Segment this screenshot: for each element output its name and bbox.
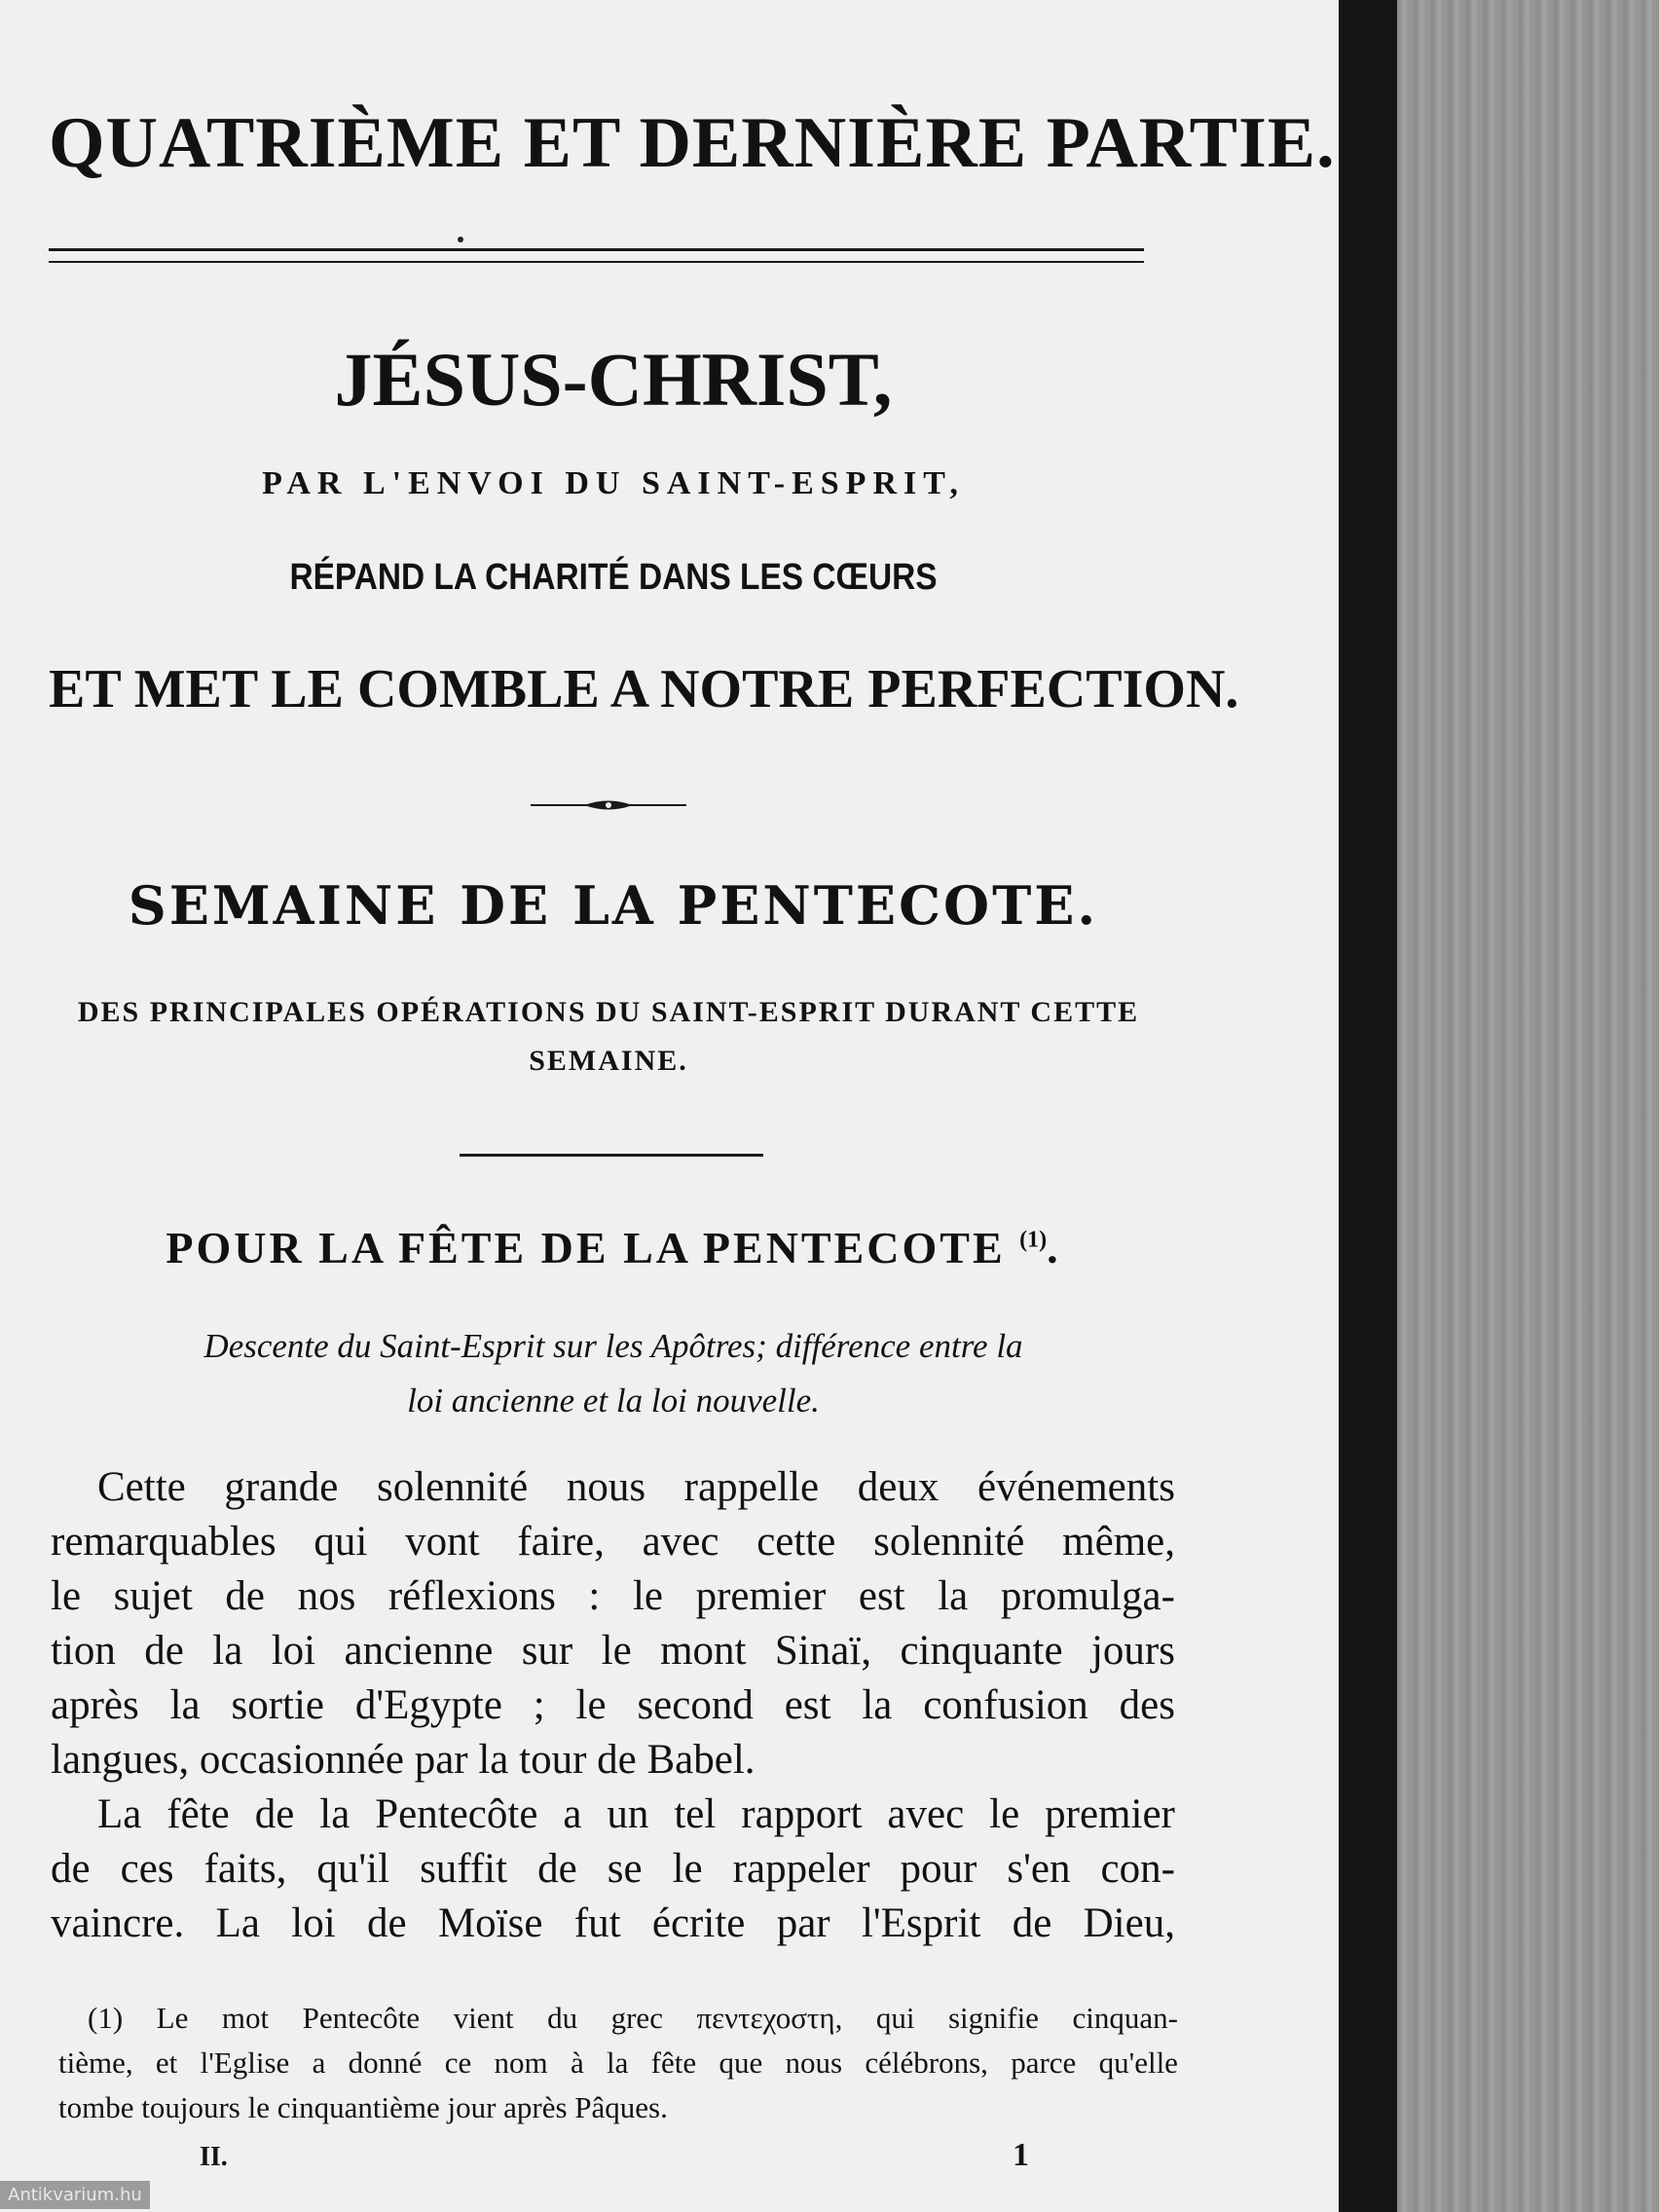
word: vaincre. [51, 1900, 185, 1946]
word: suffit [420, 1846, 508, 1892]
body-line [51, 1788, 1175, 1842]
word: rapport [741, 1791, 863, 1837]
word: ancienne [344, 1628, 494, 1674]
word: promulga- [1000, 1573, 1175, 1619]
word: vient [453, 2001, 514, 2035]
word: vont [405, 1519, 480, 1565]
word: premier [695, 1573, 827, 1619]
word: la [319, 1791, 350, 1837]
word: s'en [1007, 1846, 1071, 1892]
word: premier [1045, 1791, 1175, 1837]
word: est [784, 1682, 831, 1728]
word: un [607, 1791, 649, 1837]
word: : [588, 1573, 601, 1619]
word: qui [313, 1519, 368, 1565]
subtitle-line-3: ET MET LE COMBLE A NOTRE PERFECTION. [49, 659, 1239, 719]
word: sortie [231, 1682, 325, 1728]
word: le [601, 1628, 632, 1674]
word: mot [221, 2001, 270, 2035]
word: second [637, 1682, 754, 1728]
word: parce [1011, 2046, 1077, 2080]
word: la [169, 1682, 201, 1728]
body-line [51, 1897, 1175, 1951]
word: fête [650, 2046, 697, 2080]
footnote [58, 1996, 1178, 2130]
footnote-reference: (1) [1019, 1227, 1048, 1253]
signature-mark: II. [200, 2142, 228, 2172]
word: le [51, 1573, 82, 1619]
word: écrite [651, 1900, 746, 1946]
word: faire, [517, 1519, 605, 1565]
body-line [51, 1515, 1175, 1569]
word: nous [566, 1464, 646, 1510]
word: à [570, 2046, 584, 2080]
word: de [51, 1846, 91, 1892]
word: remarquables [51, 1519, 276, 1565]
section-title: SEMAINE DE LA PENTECOTE. [128, 874, 1099, 937]
word: a [563, 1791, 582, 1837]
word: le [632, 1573, 663, 1619]
word: avec [642, 1519, 719, 1565]
feast-title [49, 1222, 1178, 1273]
word: grec [610, 2001, 663, 2035]
word: mont [660, 1628, 747, 1674]
word: l'Esprit [861, 1900, 981, 1946]
word: même, [1062, 1519, 1175, 1565]
word: Sinaï, [774, 1628, 872, 1674]
word: qu'elle [1098, 2046, 1178, 2080]
background-surface [1392, 0, 1659, 2212]
word: la [938, 1573, 969, 1619]
word: événements [977, 1464, 1175, 1510]
operations-heading-line-2: SEMAINE. [529, 1045, 688, 1077]
word: l'Eglise [200, 2046, 290, 2080]
word: le [575, 1682, 607, 1728]
word: La [215, 1900, 260, 1946]
word: avec [887, 1791, 965, 1837]
word: des [1119, 1682, 1175, 1728]
double-rule [49, 248, 1144, 263]
word: qu'il [316, 1846, 390, 1892]
word: tion [51, 1628, 116, 1674]
word: grande [224, 1464, 339, 1510]
word: cinquan- [1072, 2001, 1178, 2035]
word: de [367, 1900, 407, 1946]
ornament-dot [458, 237, 463, 242]
word: solennité [873, 1519, 1025, 1565]
word: de [144, 1628, 184, 1674]
word: réflexions [387, 1573, 556, 1619]
word: confusion [923, 1682, 1088, 1728]
word: cette [756, 1519, 836, 1565]
word: le [672, 1846, 703, 1892]
word: a [312, 2046, 326, 2080]
body-line [51, 1624, 1175, 1678]
part-title: QUATRIÈME ET DERNIÈRE PARTIE. [49, 103, 1336, 183]
body-text [51, 1460, 1175, 1951]
word: et [155, 2046, 178, 2080]
word: Pentecôte [375, 1791, 538, 1837]
word: après [51, 1682, 139, 1728]
body-line [51, 1678, 1175, 1733]
word: loi [271, 1628, 316, 1674]
footnote-line: tombe toujours le cinquantième jour après Pâques. [58, 2090, 668, 2124]
word: de [254, 1791, 295, 1837]
word: de [225, 1573, 266, 1619]
word: par [776, 1900, 830, 1946]
word: donné [348, 2046, 423, 2080]
body-line: langues, occasionnée par la tour de Babel. [51, 1737, 756, 1783]
word: deux [857, 1464, 940, 1510]
word: de [1012, 1900, 1052, 1946]
word: ces [120, 1846, 174, 1892]
word: Moïse [437, 1900, 543, 1946]
word: la [212, 1628, 243, 1674]
operations-heading [49, 988, 1168, 1086]
footnote-line [58, 1996, 1178, 2041]
word: solennité [376, 1464, 529, 1510]
word: Dieu, [1083, 1900, 1175, 1946]
word: de [537, 1846, 577, 1892]
word: con- [1100, 1846, 1175, 1892]
word: est [858, 1573, 905, 1619]
subtitle-line-2: RÉPAND LA CHARITÉ DANS LES CŒURS [289, 557, 938, 598]
main-title: JÉSUS-CHRIST, [334, 337, 893, 422]
word: célébrons, [865, 2046, 988, 2080]
watermark: Antikvarium.hu [0, 2181, 150, 2209]
word: se [607, 1846, 643, 1892]
word: jours [1090, 1628, 1175, 1674]
word: faits, [203, 1846, 287, 1892]
word: fut [573, 1900, 621, 1946]
word: fête [166, 1791, 230, 1837]
body-line [51, 1569, 1175, 1624]
word: du [547, 2001, 578, 2035]
book-spine-shadow [1339, 0, 1397, 2212]
operations-heading-line-1: DES PRINCIPALES OPÉRATIONS DU SAINT-ESPRIT DURANT CETTE [77, 996, 1140, 1028]
feast-title-text: POUR LA FÊTE DE LA PENTECOTE [166, 1223, 1006, 1272]
page-number: 1 [1013, 2137, 1029, 2173]
word: (1) [88, 2001, 124, 2035]
word: signifie [947, 2001, 1039, 2035]
word: ; [533, 1682, 545, 1728]
word: La [97, 1791, 142, 1837]
word: Cette [97, 1464, 186, 1510]
subtitle-line-1: PAR L'ENVOI DU SAINT-ESPRIT, [262, 465, 965, 501]
word: Pentecôte [302, 2001, 421, 2035]
feast-subtitle-line-2: loi ancienne et la loi nouvelle. [407, 1382, 820, 1419]
body-line [51, 1460, 1175, 1515]
feast-subtitle-line-1: Descente du Saint-Esprit sur les Apôtres; différence entre la [203, 1327, 1023, 1365]
word: nom [494, 2046, 548, 2080]
word: le [989, 1791, 1020, 1837]
body-line [51, 1842, 1175, 1897]
word: nos [297, 1573, 356, 1619]
word: Le [156, 2001, 189, 2035]
word: cinquante [900, 1628, 1063, 1674]
word: la [862, 1682, 893, 1728]
ornament-divider [531, 798, 686, 812]
word: d'Egypte [354, 1682, 502, 1728]
footnote-line [58, 2041, 1178, 2085]
word: rappelle [683, 1464, 820, 1510]
word: ce [444, 2046, 472, 2080]
feast-subtitle [49, 1319, 1178, 1428]
word: qui [875, 2001, 915, 2035]
feast-title-period: . [1047, 1223, 1061, 1272]
word: rappeler [732, 1846, 870, 1892]
word: sur [521, 1628, 573, 1674]
word: nous [785, 2046, 843, 2080]
word: sujet [113, 1573, 193, 1619]
word: la [607, 2046, 629, 2080]
word: que [719, 2046, 763, 2080]
word: tel [674, 1791, 717, 1837]
word: πεντεχοστη, [696, 2001, 843, 2035]
word: tième, [58, 2046, 133, 2080]
section-rule [460, 1154, 763, 1157]
word: pour [900, 1846, 977, 1892]
word: loi [291, 1900, 336, 1946]
